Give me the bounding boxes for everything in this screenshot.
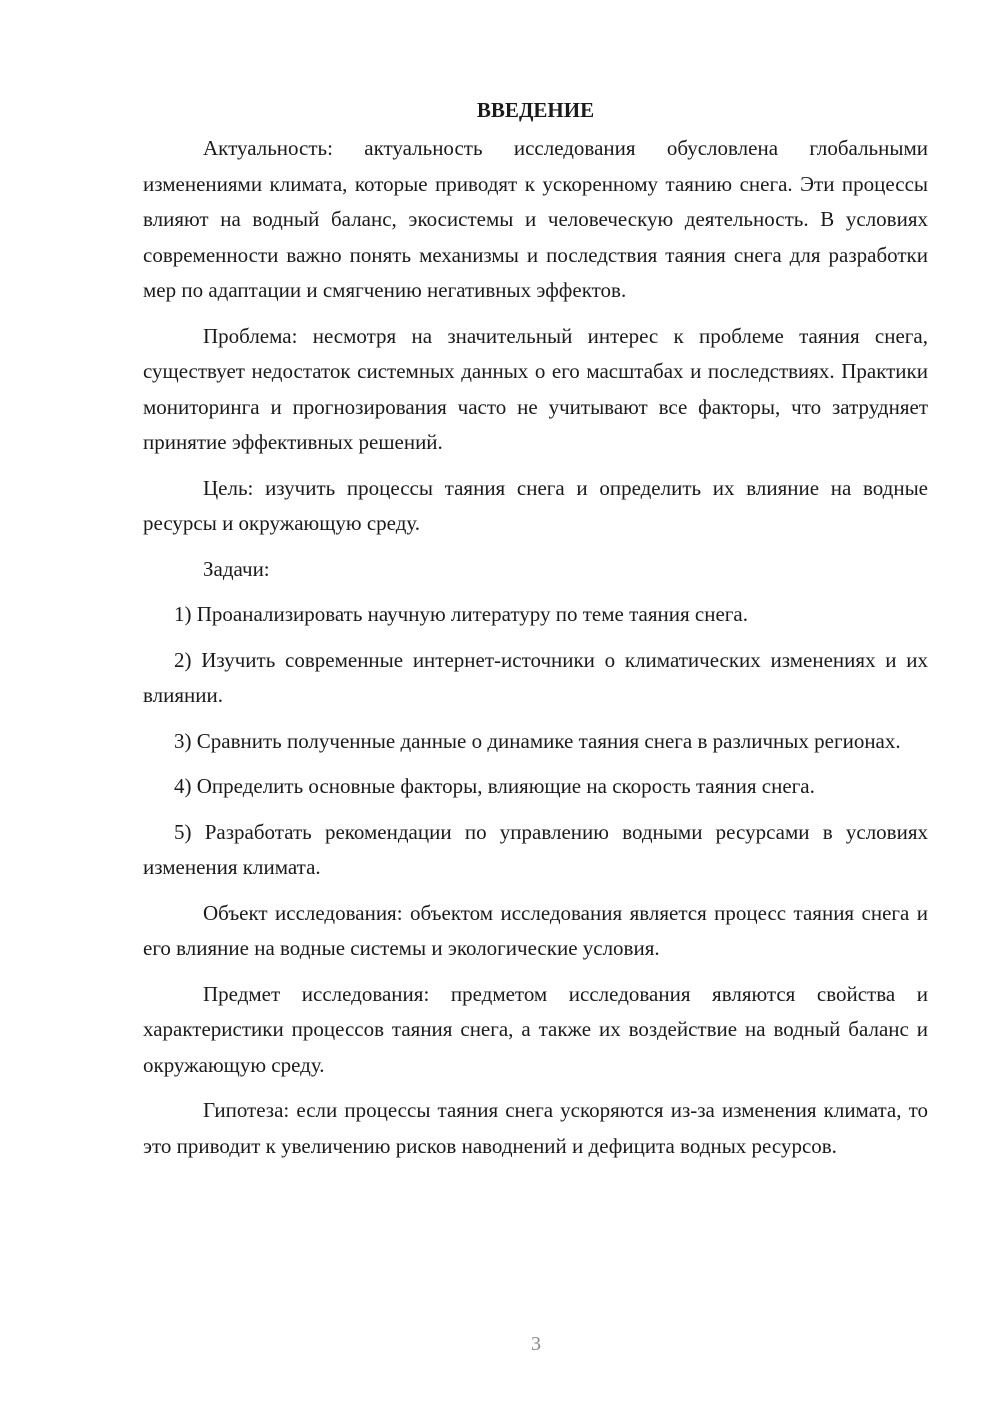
tasks-heading: Задачи: xyxy=(203,556,270,581)
paragraph-object: Объект исследования: объектом исследования является процесс таяния снега и его влияние на водные системы и экологические условия. xyxy=(143,900,928,960)
task-item-2: 2) Изучить современные интернет-источники о климатических изменениях и их влиянии. xyxy=(143,647,928,707)
paragraph-goal: Цель: изучить процессы таяния снега и определить их влияние на водные ресурсы и окружающую среду. xyxy=(143,475,928,535)
paragraph-problem: Проблема: несмотря на значительный интерес к проблеме таяния снега, существует недостаток системных данных о его масштабах и последствиях. Практики мониторинга и прогнозирования часто не учитывают все факторы, что затрудняет принятие эффективных решений. xyxy=(143,323,928,454)
paragraph-relevance: Актуальность: актуальность исследования обусловлена глобальными изменениями климата, которые приводят к ускоренному таянию снега. Эти процессы влияют на водный баланс, экосистемы и человеческую деятельность. В условиях современности важно понять механизмы и последствия таяния снега для разработки мер по адаптации и смягчению негативных эффектов. xyxy=(143,136,928,302)
section-title: ВВЕДЕНИЕ xyxy=(476,98,595,122)
task-item-4: 4) Определить основные факторы, влияющие на скорость таяния снега. xyxy=(174,774,815,798)
task-item-3: 3) Сравнить полученные данные о динамике таяния снега в различных регионах. xyxy=(174,728,901,753)
paragraph-subject: Предмет исследования: предметом исследования являются свойства и характеристики процессов таяния снега, а также их воздействие на водный баланс и окружающую среду. xyxy=(143,981,928,1077)
page-content xyxy=(143,93,928,1174)
task-item-5: 5) Разработать рекомендации по управлению водными ресурсами в условиях изменения климата. xyxy=(143,819,928,879)
page-number: 3 xyxy=(531,1333,541,1355)
paragraph-hypothesis: Гипотеза: если процессы таяния снега ускоряются из-за изменения климата, то это приводит к увеличению рисков наводнений и дефицита водных ресурсов. xyxy=(143,1098,928,1158)
task-item-1: 1) Проанализировать научную литературу по теме таяния снега. xyxy=(174,602,748,626)
